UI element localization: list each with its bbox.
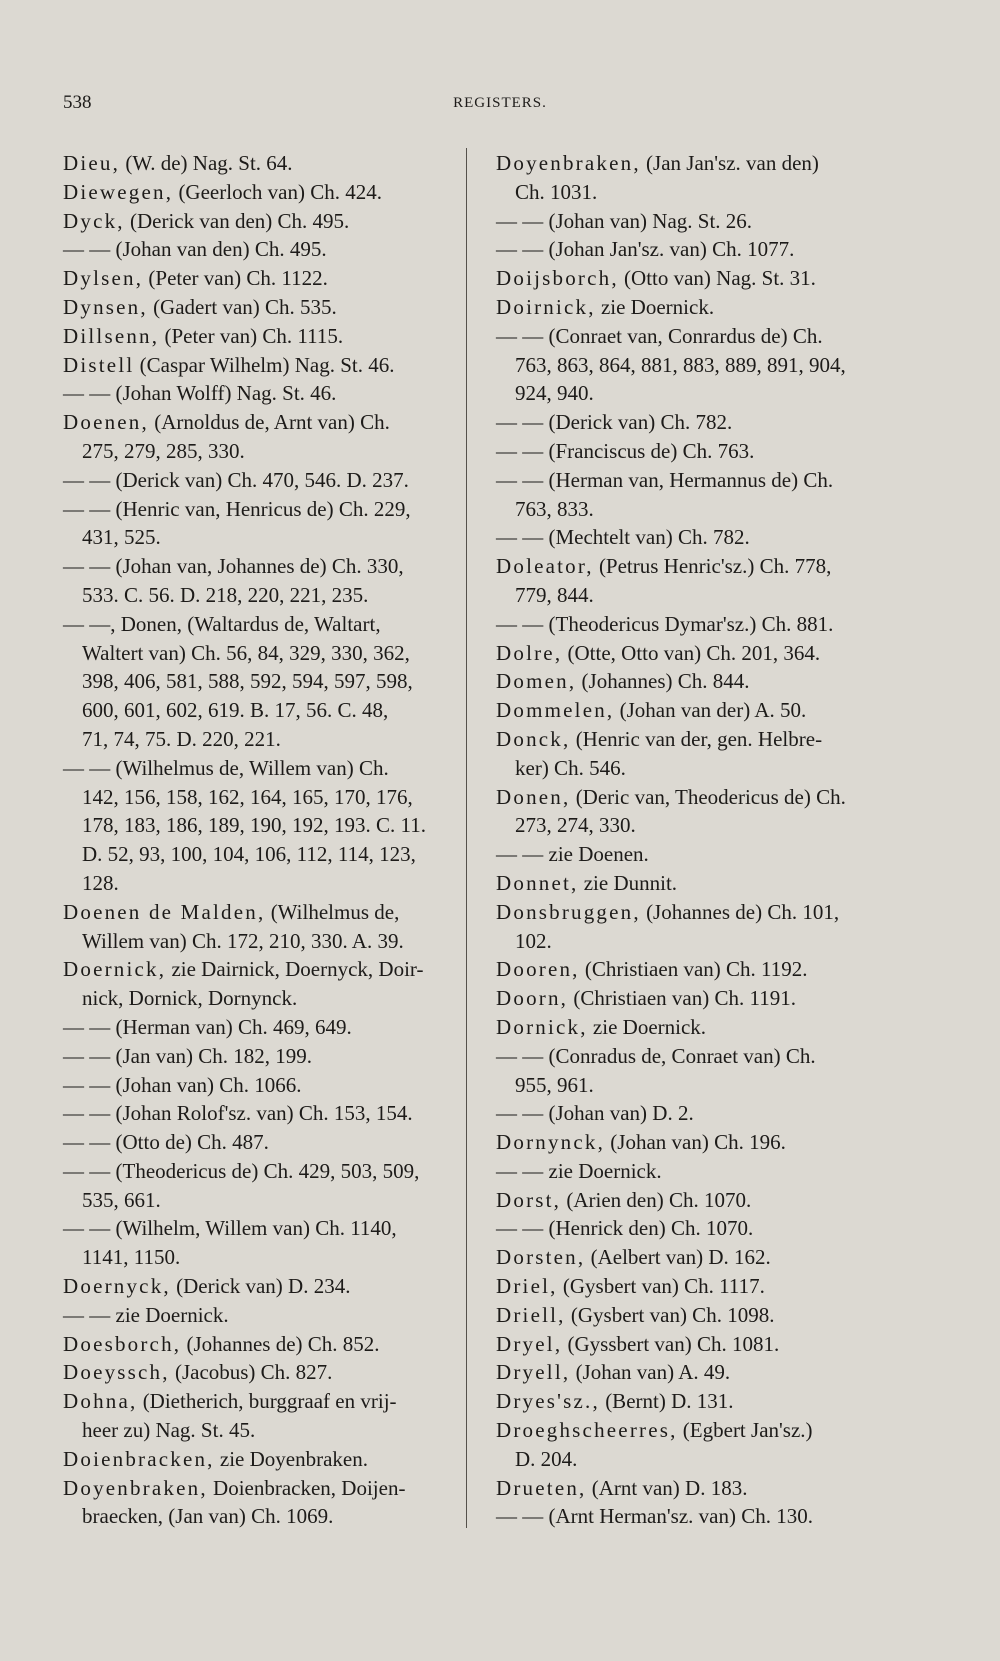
index-line [496,927,921,956]
entry-text: 128. [82,870,119,895]
index-line [496,379,921,408]
index-line [496,725,921,754]
index-line [63,1474,453,1503]
index-line [496,351,921,380]
entry-text: (Geerloch van) Ch. 424. [173,179,382,204]
entry-text: — — (Wilhelmus de, Willem van) Ch. [63,755,389,780]
index-line [63,811,453,840]
entry-headword: Dylsen, [63,266,144,291]
index-line [63,898,453,927]
entry-headword: Doenen, [63,410,149,435]
index-line [63,783,453,812]
entry-headword: Driel, [496,1274,558,1299]
entry-headword: Dieu, [63,151,121,175]
index-line [496,1272,921,1301]
entry-text: 71, 74, 75. D. 220, 221. [82,726,281,751]
entry-text: zie Dairnick, Doernyck, Doir- [166,957,424,982]
index-line [496,1071,921,1100]
entry-text: zie Doyenbraken. [214,1446,368,1471]
entry-headword: Dorst, [496,1187,562,1212]
entry-text: zie Dunnit. [578,870,678,895]
entry-headword: Doesborch, [63,1331,182,1356]
entry-headword: Dooren, [496,957,580,982]
index-line [496,235,921,264]
index-line [63,408,453,437]
index-line [496,495,921,524]
index-line [63,1272,453,1301]
index-line [63,1445,453,1474]
entry-text: zie Doernick. [595,294,715,319]
index-line [496,984,921,1013]
index-line [63,523,453,552]
entry-text: 535, 661. [82,1187,161,1212]
entry-text: (Arnoldus de, Arnt van) Ch. [148,410,390,435]
index-line [496,264,921,293]
index-line [63,667,453,696]
entry-headword: Dommelen, [496,698,615,723]
entry-text: Willem van) Ch. 172, 210, 330. A. 39. [82,928,404,953]
entry-text: 273, 274, 330. [515,813,636,838]
index-line [496,581,921,610]
index-line [496,667,921,696]
index-line [496,1186,921,1215]
entry-text: (Johan van) Ch. 196. [605,1130,786,1155]
entry-headword: Doleator, [496,554,594,579]
index-line [63,178,453,207]
entry-text: 600, 601, 602, 619. B. 17, 56. C. 48, [82,698,389,723]
index-line [496,437,921,466]
entry-text: — — (Johan van) D. 2. [496,1101,694,1126]
index-line [496,1214,921,1243]
index-line [63,725,453,754]
index-line [496,898,921,927]
entry-text: braecken, (Jan van) Ch. 1069. [82,1504,334,1529]
entry-headword: Donck, [496,726,571,751]
entry-text: (Johannes de) Ch. 852. [181,1331,380,1356]
entry-text: 431, 525. [82,525,161,550]
entry-headword: Dryes'sz., [496,1389,600,1414]
entry-text: D. 204. [515,1446,578,1471]
entry-text: 763, 833. [515,496,594,521]
entry-headword: Doijsborch, [496,266,619,291]
index-line [496,466,921,495]
index-line [63,984,453,1013]
entry-headword: Drueten, [496,1475,587,1500]
column-divider [466,148,467,1528]
entry-text: — — (Johan Wolff) Nag. St. 46. [63,381,337,406]
entry-text: 1141, 1150. [82,1245,181,1270]
index-line [63,840,453,869]
entry-text: (Johan van) A. 49. [570,1360,731,1385]
index-line [496,149,921,178]
index-line [63,696,453,725]
entry-text: — —, Donen, (Waltardus de, Waltart, [63,611,381,636]
entry-text: — — (Johan van) Nag. St. 26. [496,208,753,233]
entry-text: 533. C. 56. D. 218, 220, 221, 235. [82,582,369,607]
entry-text: (Henric van der, gen. Helbre- [570,726,823,751]
entry-text: 924, 940. [515,381,594,406]
index-line [63,869,453,898]
index-line [63,379,453,408]
entry-text: (Deric van, Theodericus de) Ch. [570,784,846,809]
entry-headword: Doenen de Malden, [63,899,266,924]
entry-headword: Doernyck, [63,1274,171,1299]
entry-text: — — (Jan van) Ch. 182, 199. [63,1043,313,1068]
entry-headword: Doirnick, [496,294,596,319]
entry-headword: Dornick, [496,1014,588,1039]
entry-text: 398, 406, 581, 588, 592, 594, 597, 598, [82,669,413,694]
entry-text: 955, 961. [515,1072,594,1097]
entry-text: — — (Johan van) Ch. 1066. [63,1072,302,1097]
entry-text: — — zie Doernick. [63,1302,229,1327]
index-line [63,1214,453,1243]
entry-text: Doienbracken, Doijen- [207,1475,406,1500]
right-column [496,149,921,1531]
entry-text: (Otto van) Nag. St. 31. [618,266,816,291]
entry-headword: Donnet, [496,870,579,895]
index-line [496,1128,921,1157]
entry-text: — — (Franciscus de) Ch. 763. [496,438,755,463]
entry-text: — — (Herman van, Hermannus de) Ch. [496,467,834,492]
index-line [496,1474,921,1503]
index-line [496,552,921,581]
entry-headword: Donen, [496,784,571,809]
entry-headword: Driell, [496,1302,566,1327]
entry-headword: Dynsen, [63,294,148,319]
index-line [63,1416,453,1445]
index-line [496,639,921,668]
entry-headword: Doernick, [63,957,167,982]
entry-headword: Dillsenn, [63,323,160,348]
index-line [63,264,453,293]
entry-text: — — (Henric van, Henricus de) Ch. 229, [63,496,411,521]
entry-text: (Derick van den) Ch. 495. [124,208,350,233]
entry-text: — — (Herman van) Ch. 469, 649. [63,1014,352,1039]
entry-text: (Aelbert van) D. 162. [585,1245,771,1270]
index-line [496,178,921,207]
entry-text: (Arien den) Ch. 1070. [561,1187,752,1212]
index-line [63,927,453,956]
entry-text: — — (Theodericus Dymar'sz.) Ch. 881. [496,611,834,636]
index-line [63,1013,453,1042]
entry-text: — — (Wilhelm, Willem van) Ch. 1140, [63,1216,397,1241]
entry-text: (Johannes de) Ch. 101, [640,899,840,924]
index-line [63,322,453,351]
index-line [63,466,453,495]
entry-headword: Dorsten, [496,1245,586,1270]
index-line [63,149,453,178]
index-line [63,581,453,610]
index-line [63,495,453,524]
entry-text: — — (Derick van) Ch. 782. [496,410,733,435]
entry-text: (Dietherich, burggraaf en vrij- [137,1389,397,1414]
entry-headword: Dyck, [63,208,125,233]
index-line [496,408,921,437]
entry-headword: Droeghscheerres, [496,1418,678,1443]
entry-headword: Dryel, [496,1331,563,1356]
index-line [63,351,453,380]
entry-text: (W. de) Nag. St. 64. [120,151,293,175]
entry-text: (Bernt) D. 131. [599,1389,734,1414]
index-line [496,322,921,351]
entry-text: — — (Conraet van, Conrardus de) Ch. [496,323,823,348]
entry-text: (Peter van) Ch. 1115. [159,323,344,348]
entry-headword: Diewegen, [63,179,174,204]
entry-text: — — zie Doenen. [496,842,649,867]
entry-text: — — zie Doernick. [496,1158,662,1183]
index-line [63,235,453,264]
entry-text: — — (Johan van den) Ch. 495. [63,237,327,262]
entry-text: (Wilhelmus de, [265,899,400,924]
index-line [63,1243,453,1272]
entry-headword: Doyenbraken, [63,1475,208,1500]
entry-text: (Gysbert van) Ch. 1098. [565,1302,775,1327]
running-head: REGISTERS. [453,95,547,111]
entry-text: (Gyssbert van) Ch. 1081. [562,1331,780,1356]
entry-text: 275, 279, 285, 330. [82,438,245,463]
entry-text: 779, 844. [515,582,594,607]
index-line [496,1445,921,1474]
entry-headword: Doeyssch, [63,1360,170,1385]
entry-headword: Donsbruggen, [496,899,641,924]
entry-headword: Dolre, [496,640,563,665]
entry-text: — — (Derick van) Ch. 470, 546. D. 237. [63,467,409,492]
index-line [496,1330,921,1359]
index-line [496,955,921,984]
entry-headword: Doienbracken, [63,1446,215,1471]
index-line [63,1358,453,1387]
index-line [496,1157,921,1186]
index-line [63,754,453,783]
entry-text: — — (Conradus de, Conraet van) Ch. [496,1043,816,1068]
entry-text: nick, Dornick, Dornynck. [82,986,298,1011]
index-line [63,552,453,581]
index-line [63,1099,453,1128]
index-line [63,1301,453,1330]
entry-text: 178, 183, 186, 189, 190, 192, 193. C. 11. [82,813,426,838]
entry-text: 142, 156, 158, 162, 164, 165, 170, 176, [82,784,413,809]
entry-headword: Domen, [496,669,577,694]
index-line [63,1502,453,1531]
index-line [63,293,453,322]
index-line [496,869,921,898]
index-line [63,1330,453,1359]
index-line [496,1301,921,1330]
entry-text: (Gadert van) Ch. 535. [147,294,337,319]
entry-text: — — (Johan Jan'sz. van) Ch. 1077. [496,237,795,262]
entry-text: (Otte, Otto van) Ch. 201, 364. [562,640,821,665]
entry-text: (Jan Jan'sz. van den) [640,151,819,175]
index-line [496,840,921,869]
entry-text: (Jacobus) Ch. 827. [169,1360,333,1385]
index-line [63,437,453,466]
entry-headword: Doorn, [496,986,569,1011]
entry-text: (Johannes) Ch. 844. [576,669,750,694]
entry-text: 102. [515,928,552,953]
entry-text: D. 52, 93, 100, 104, 106, 112, 114, 123, [82,842,416,867]
entry-text: — — (Johan Rolof'sz. van) Ch. 153, 154. [63,1101,413,1126]
entry-text: ker) Ch. 546. [515,755,626,780]
index-line [496,1243,921,1272]
entry-text: (Arnt van) D. 183. [586,1475,748,1500]
index-line [496,754,921,783]
entry-text: zie Doernick. [587,1014,707,1039]
entry-text: — — (Theodericus de) Ch. 429, 503, 509, [63,1158,420,1183]
entry-text: Ch. 1031. [515,179,598,204]
entry-text: — — (Mechtelt van) Ch. 782. [496,525,750,550]
entry-text: (Gysbert van) Ch. 1117. [557,1274,765,1299]
index-line [496,1358,921,1387]
index-line [63,1387,453,1416]
entry-text: — — (Henrick den) Ch. 1070. [496,1216,754,1241]
entry-text: Waltert van) Ch. 56, 84, 329, 330, 362, [82,640,410,665]
index-line [496,207,921,236]
index-line [496,1042,921,1071]
index-line [496,696,921,725]
index-line [496,610,921,639]
entry-text: heer zu) Nag. St. 45. [82,1418,256,1443]
index-line [496,783,921,812]
index-line [63,639,453,668]
index-line [496,1416,921,1445]
entry-text: (Peter van) Ch. 1122. [143,266,328,291]
entry-text: — — (Arnt Herman'sz. van) Ch. 130. [496,1504,813,1529]
entry-text: 763, 863, 864, 881, 883, 889, 891, 904, [515,352,846,377]
entry-text: (Christiaen van) Ch. 1191. [568,986,796,1011]
page-number: 538 [63,92,92,113]
index-line [63,1071,453,1100]
index-line [63,1042,453,1071]
index-line [496,523,921,552]
entry-text: (Johan van der) A. 50. [614,698,807,723]
index-line [63,1128,453,1157]
entry-text: — — (Johan van, Johannes de) Ch. 330, [63,554,404,579]
entry-headword: Dohna, [63,1389,138,1414]
entry-text: — — (Otto de) Ch. 487. [63,1130,269,1155]
index-line [496,1099,921,1128]
entry-text: (Caspar Wilhelm) Nag. St. 46. [134,352,395,377]
index-line [63,1157,453,1186]
left-column [63,149,453,1531]
index-line [63,610,453,639]
index-line [496,293,921,322]
index-line [63,207,453,236]
entry-text: (Egbert Jan'sz.) [677,1418,813,1443]
index-line [63,955,453,984]
entry-headword: Doyenbraken, [496,151,641,175]
entry-text: (Derick van) D. 234. [170,1274,351,1299]
index-line [63,1186,453,1215]
entry-headword: Distell [63,352,135,377]
entry-text: (Petrus Henric'sz.) Ch. 778, [593,554,832,579]
index-line [496,1013,921,1042]
entry-headword: Dornynck, [496,1130,606,1155]
index-line [496,1502,921,1531]
entry-text: (Christiaen van) Ch. 1192. [579,957,808,982]
index-line [496,811,921,840]
entry-headword: Dryell, [496,1360,571,1385]
index-line [496,1387,921,1416]
